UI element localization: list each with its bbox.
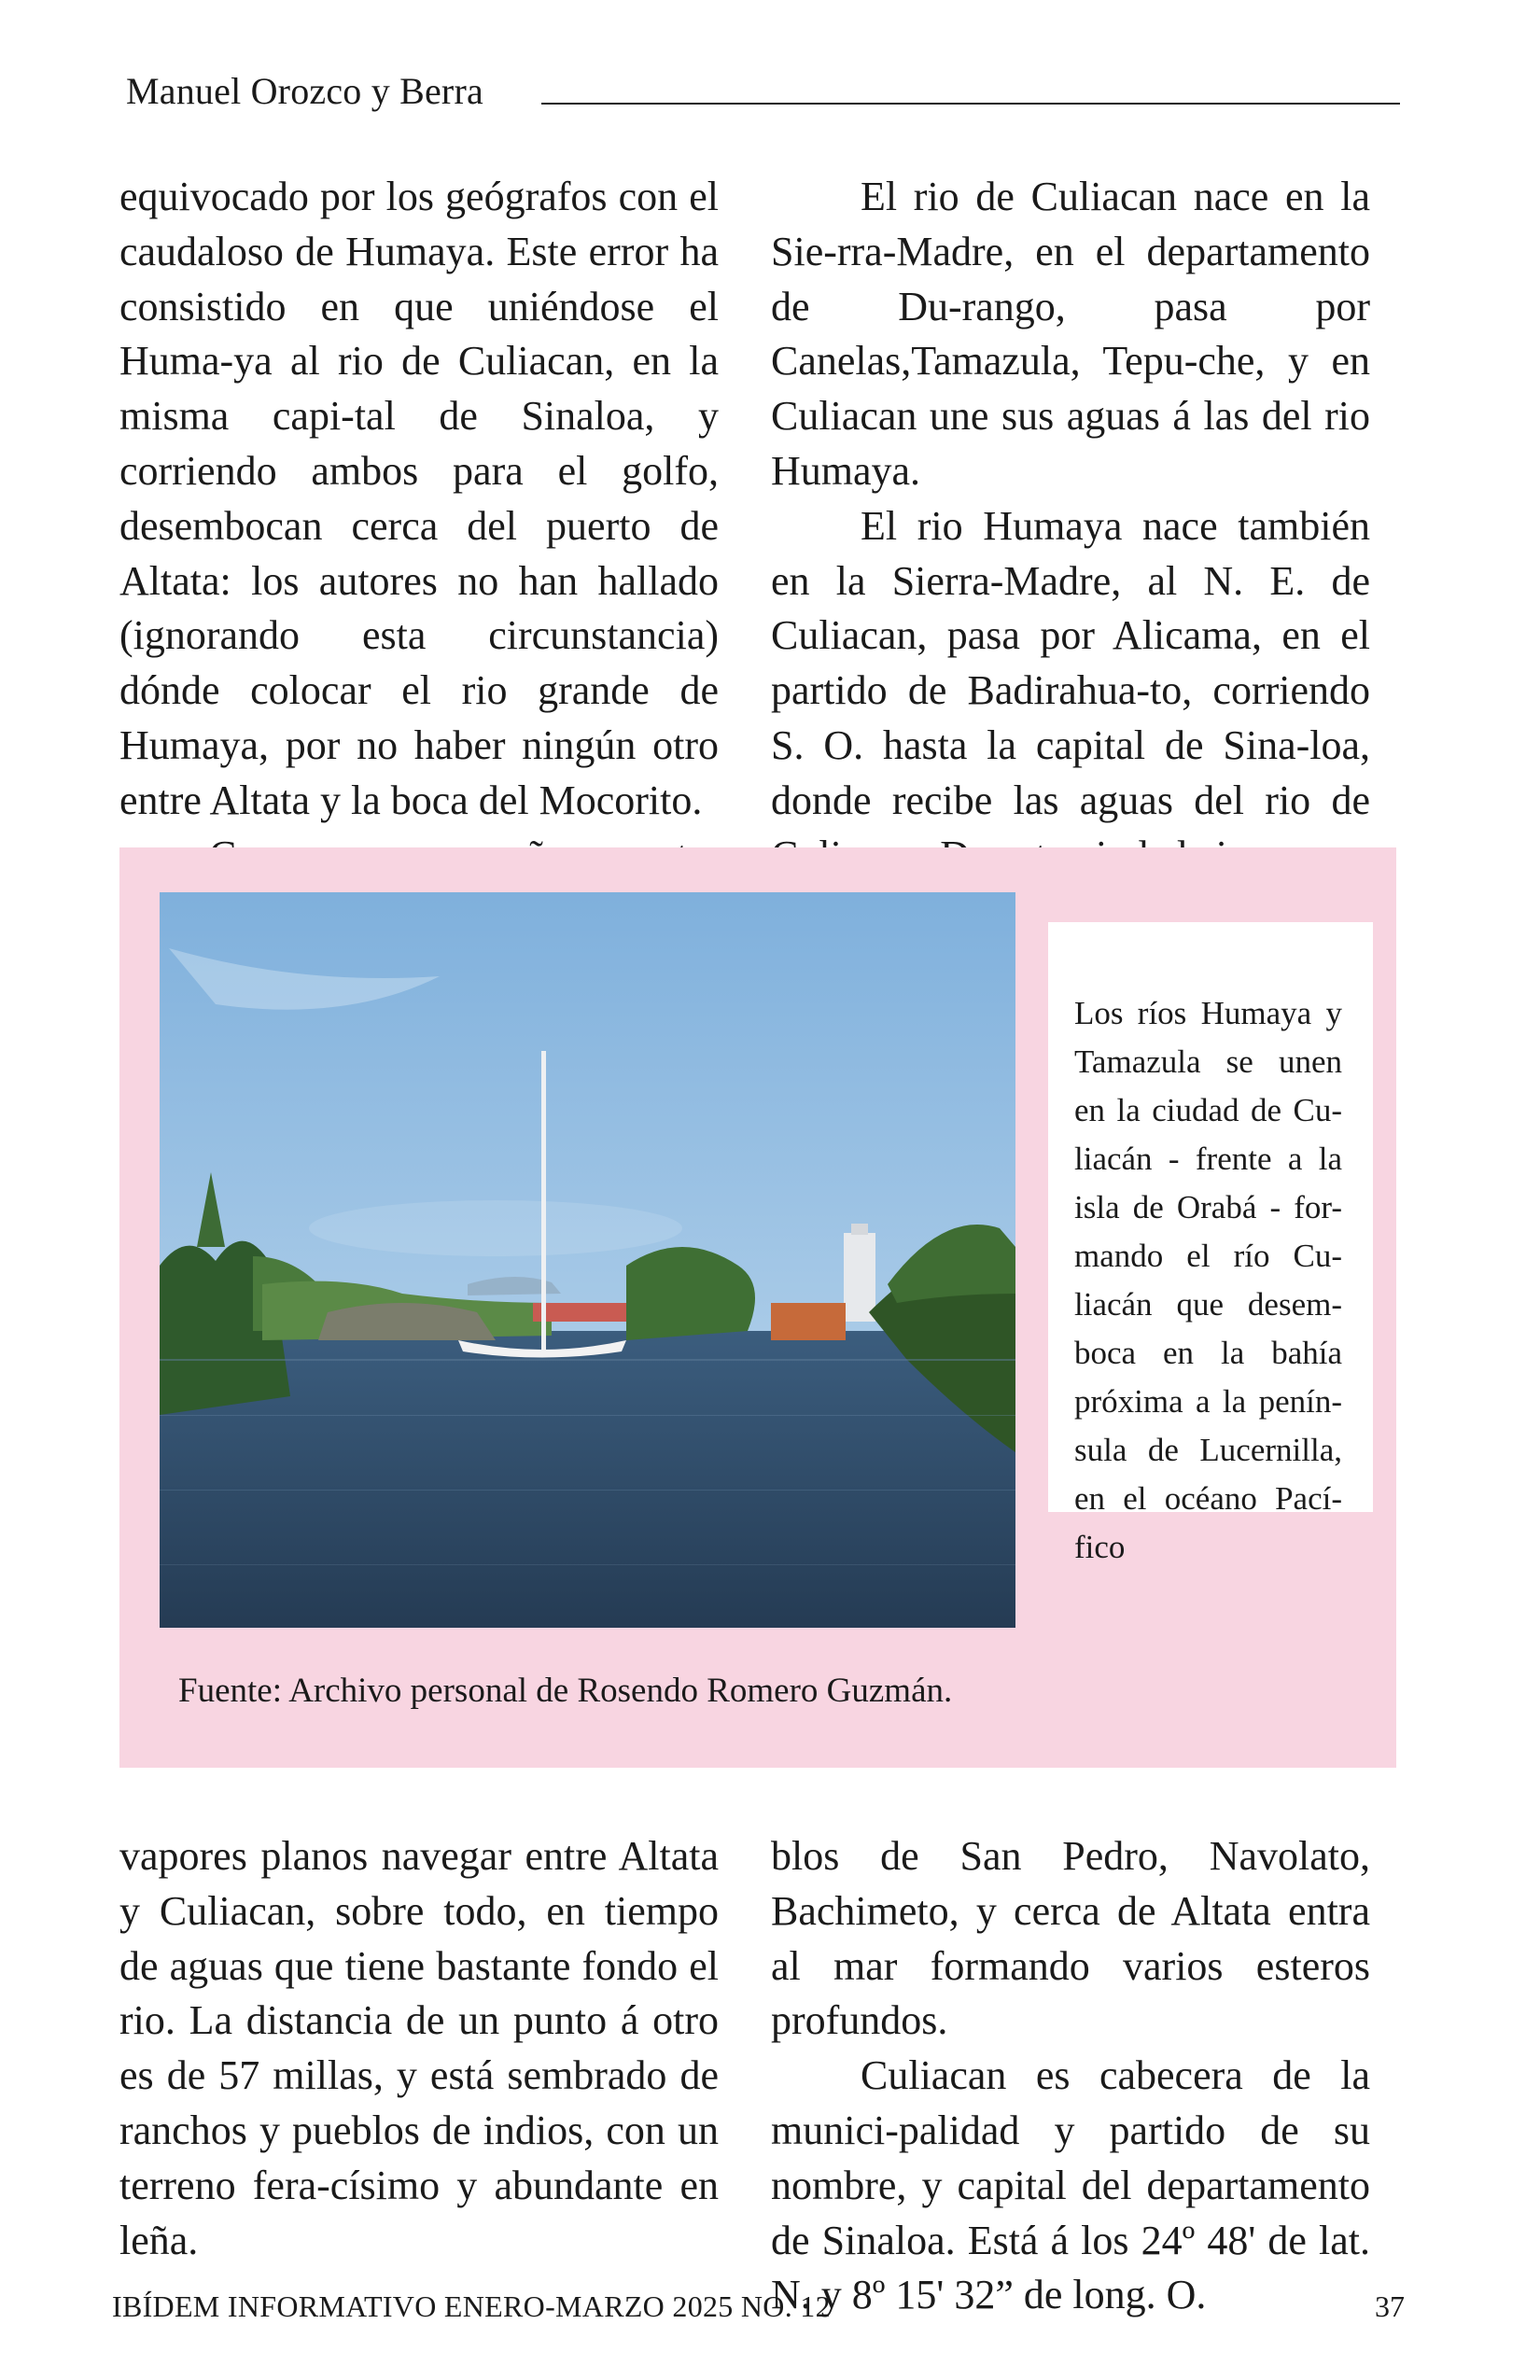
figure-caption: Los ríos Humaya y Tamazula se unen en la ciudad de Cu-liacán - frente a la isla de Orabá - for-mando el río Cu-liacán que desem-boca en la bahía próxima a la penín-sula de Lucernilla, en el océano Pací-fico [1074, 995, 1342, 1565]
figure-box [119, 847, 1396, 1768]
text-column-bottom-right [771, 1829, 1370, 2323]
figure-source: Fuente: Archivo personal de Rosendo Romero Guzmán. [178, 1672, 953, 1710]
river-photo [160, 892, 1015, 1628]
footer-publication: IBÍDEM INFORMATIVO ENERO-MARZO 2025 NO. 12 [112, 2289, 831, 2323]
page-number: 37 [1375, 2289, 1405, 2323]
paragraph: vapores planos navegar entre Altata y Culiacan, sobre todo, en tiempo de aguas que tiene bastante fondo el rio. La distancia de un punto á otro es de 57 millas, y está sembrado de ranchos y pueblos de indios, con un terreno fera-císimo y abundante en leña. [119, 1833, 719, 2263]
text-column-bottom-left [119, 1829, 719, 2268]
running-head: Manuel Orozco y Berra [126, 70, 483, 112]
river-photo-illustration [160, 892, 1015, 1628]
paragraph: blos de San Pedro, Navolato, Bachimeto, y cerca de Altata entra al mar formando varios esteros profundos. [771, 1833, 1370, 2044]
header-rule [541, 103, 1400, 105]
text-column-top-left [119, 170, 719, 938]
paragraph: El rio de Culiacan nace en la Sie-rra-Madre, en el departamento de Du-rango, pasa por Canelas,Tamazula, Tepu-che, y en Culiacan une sus aguas á las del rio Humaya. [771, 174, 1370, 494]
paragraph: Culiacan es cabecera de la munici-palidad y partido de su nombre, y capital del departamento de Sinaloa. Está á los 24º 48' de lat. N. y 8º 15' 32” de long. O. [771, 2052, 1370, 2318]
caption-card [1048, 922, 1373, 1565]
paragraph: El rio Humaya nace también en la Sierra-Madre, al N. E. de Culiacan, pasa por Alicama, en el partido de Badirahua-to, corriendo S. O. hasta la capital de Sina-loa, donde recibe las aguas del rio de [771, 502, 1370, 823]
paragraph: equivocado por los geógrafos con el caudaloso de Humaya. Este error ha consistido en que uniéndose el Huma-ya al rio de Culiacan, en la misma capi-tal de Sinaloa, y corriendo ambos para el golfo, desembocan cerca del puerto de Altata: los autores no han hallado (ignorando esta circunstancia) dónde colocar el rio grande de Humaya, por no haber ningún otro entre Altata y la boca del Mocorito. [119, 174, 719, 823]
